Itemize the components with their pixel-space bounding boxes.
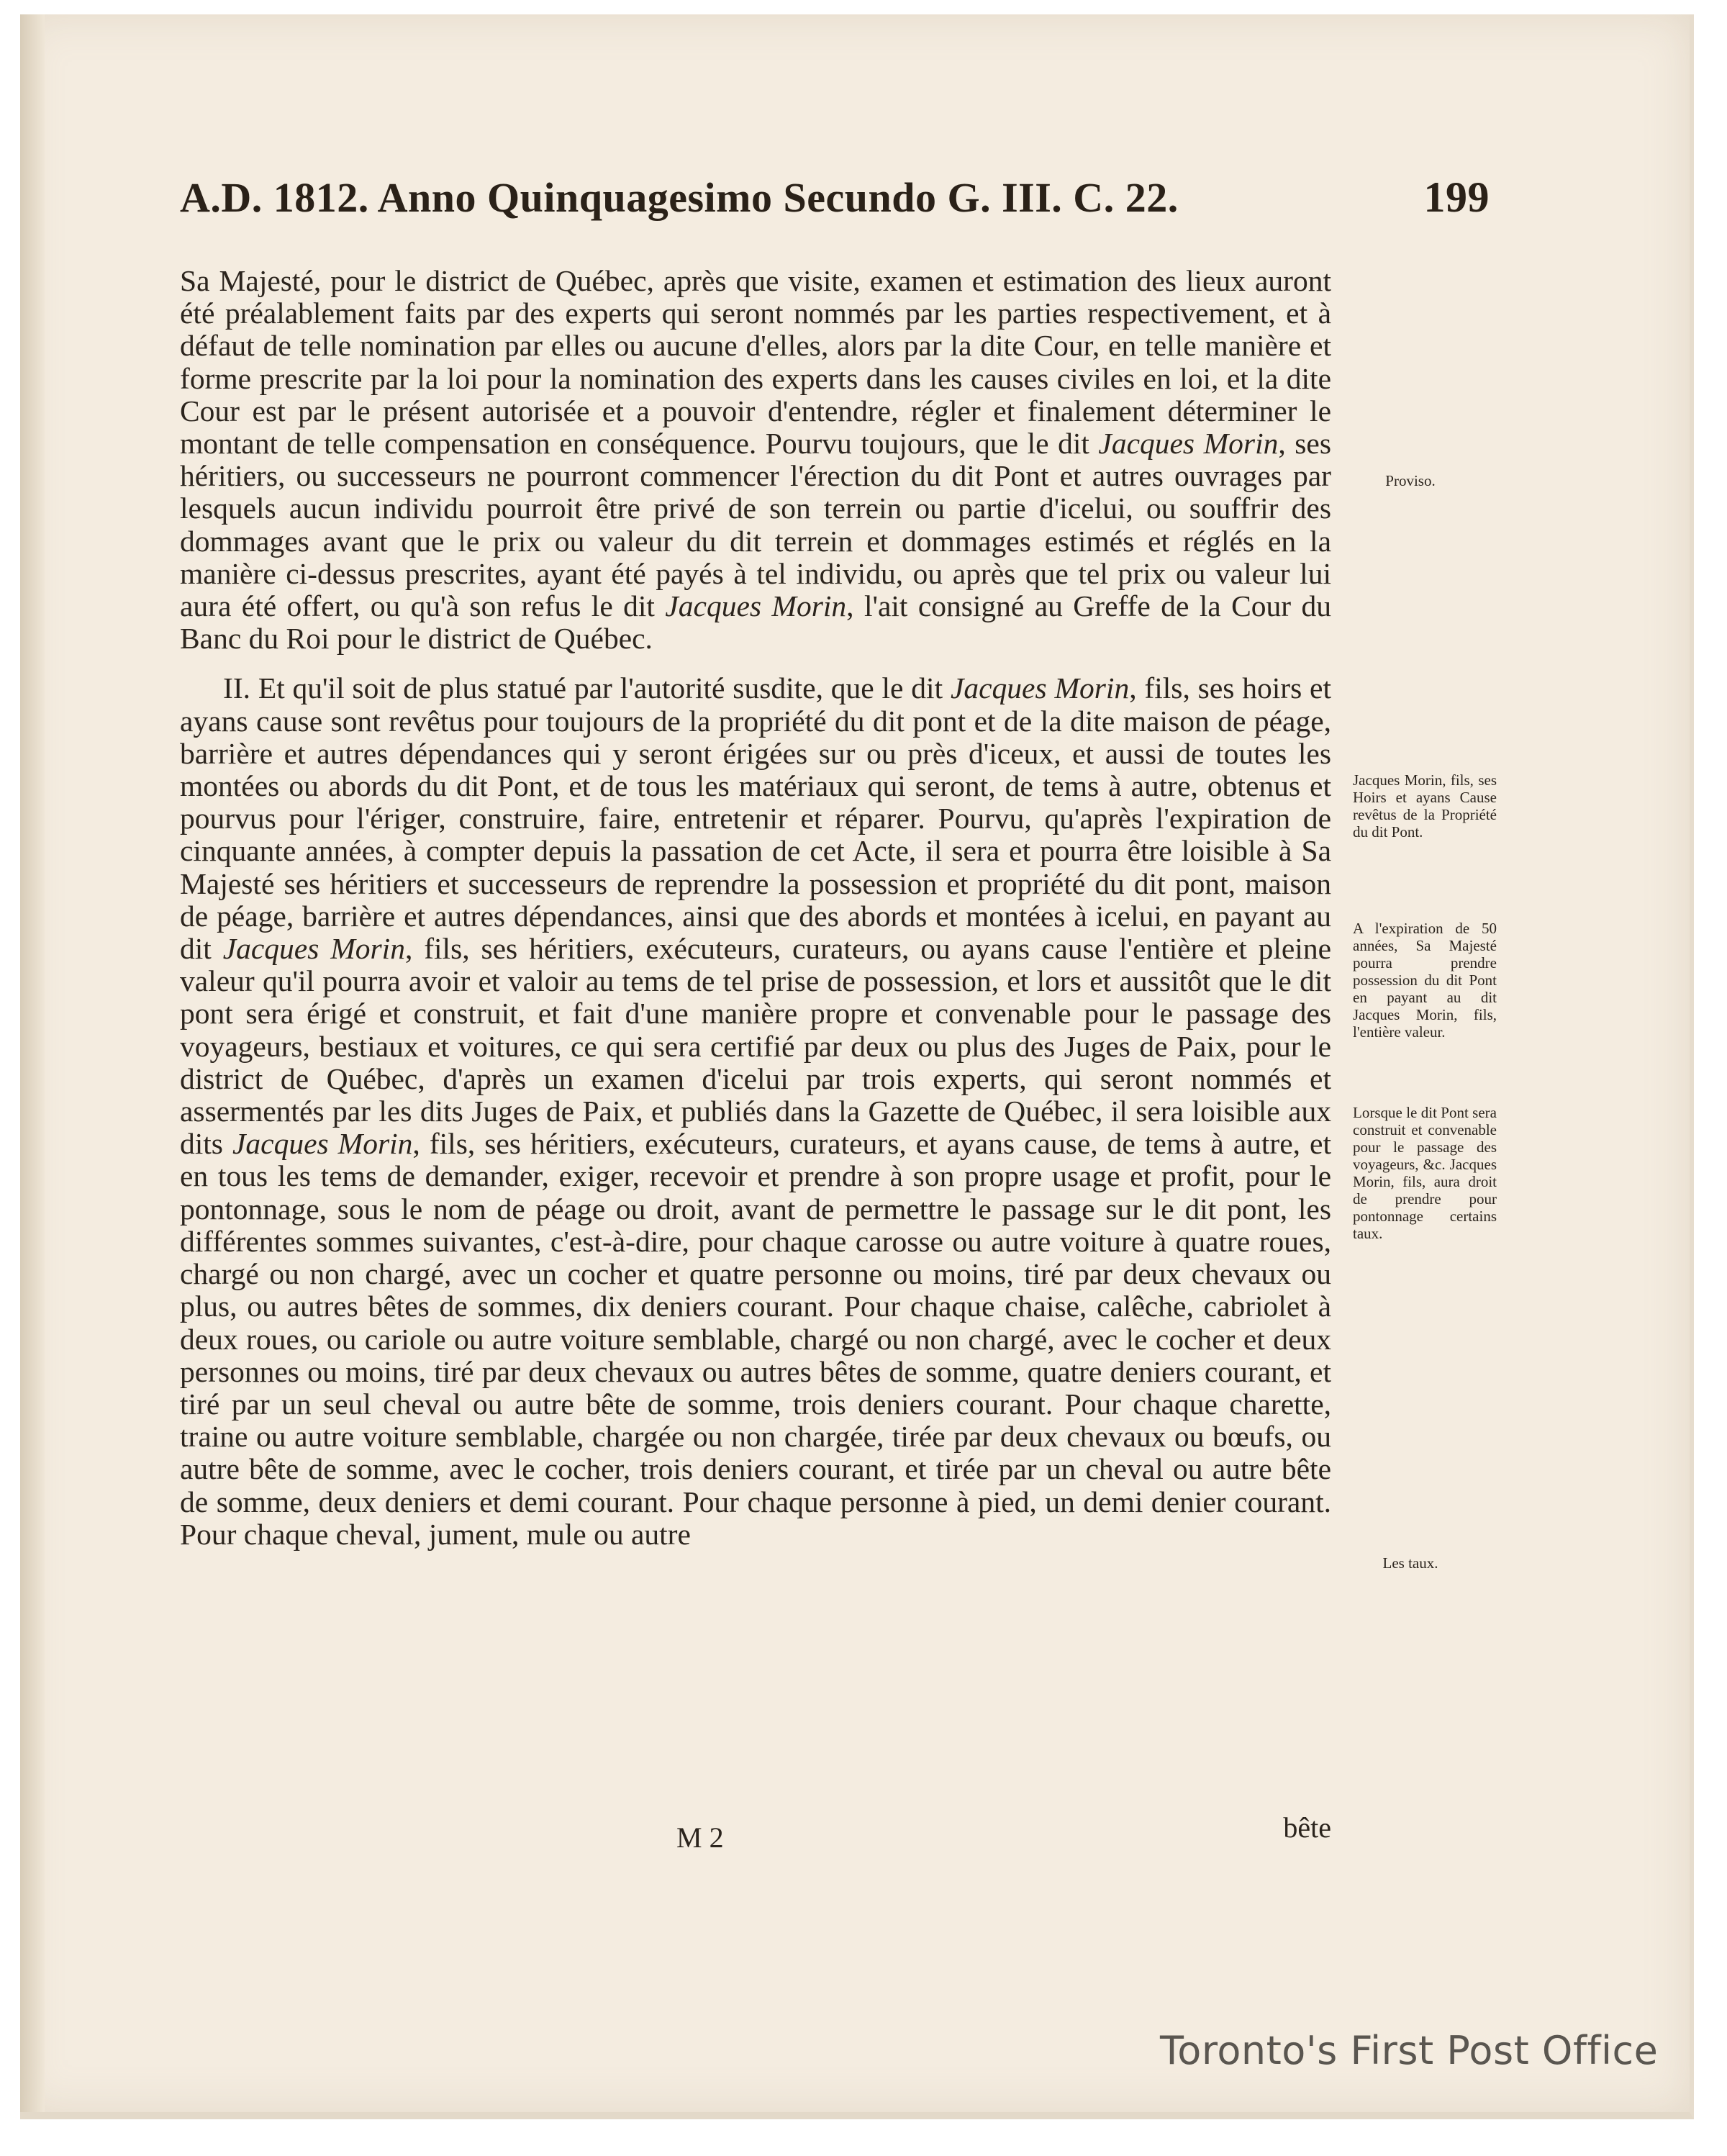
italic-name: Jacques Morin bbox=[232, 1127, 413, 1161]
italic-name: Jacques Morin bbox=[665, 589, 847, 623]
page-spine-shadow bbox=[20, 14, 45, 2112]
paragraph-2-section-ii bbox=[180, 672, 1331, 1550]
text-run: , fils, ses héritiers, exécuteurs, curateurs, ou ayans cause l'entière et pleine valeur qu'il pourra avoir et valoir au tems de tel prise de possession, et lors et aussitôt que le dit pont sera érigé et construit, et fait d'une manière propre et convenable pour le passage des voyageurs, bestiaux et voitures, ce qui sera certifié par deux ou plus des Juges de Paix, pour le district de Québec, d'après un examen d'icelui par trois experts, qui seront nommés et assermentés par les dits Juges de Paix, et publiés dans la Gazette de Québec, il sera loisible aux dits bbox=[180, 932, 1331, 1161]
margin-note-morin-property: Jacques Morin, fils, ses Hoirs et ayans Cause revêtus de la Propriété du dit Pont. bbox=[1353, 771, 1497, 841]
page-number: 199 bbox=[1423, 173, 1490, 221]
italic-name: Jacques Morin bbox=[950, 671, 1130, 705]
text-run: , l'ait consigné au Greffe de la Cour du Banc du Roi pour le district de Québec. bbox=[180, 589, 1331, 656]
text-run: , ses héritiers, ou successeurs ne pourront commencer l'érection du dit Pont et autres ouvrages par lesquels aucun individu pourroit être privé de son terrein ou partie d'icelui, ou souffrir des dommages avant que le prix ou valeur du dit terrein et dommages estimés et réglés en la manière ci-dessus prescrites, ayant été payés à tel individu, ou après que tel prix ou valeur lui aura été offert, ou qu'à son refus le dit bbox=[180, 427, 1331, 623]
running-title: A.D. 1812. Anno Quinquagesimo Secundo G. III. C. 22. bbox=[180, 174, 1179, 221]
text-run: , fils, ses héritiers, exécuteurs, curateurs, et ayans cause, de tems à autre, et en tous les tems de demander, exiger, recevoir et prendre à son propre usage et profit, pour le pontonnage, sous le nom de péage ou droit, avant de permettre le passage sur le dit pont, les différentes sommes suivantes, c'est-à-dire, pour chaque carosse ou autre voiture à quatre roues, chargé ou non chargé, avec un cocher et quatre personne ou moins, tiré par deux chevaux ou plus, ou autres bêtes de sommes, dix deniers courant. Pour chaque chaise, calêche, cabriolet à deux roues, ou cariole ou autre voiture semblable, chargé ou non chargé, avec le cocher et deux personnes ou moins, tiré par deux chevaux ou autres bêtes de somme, quatre deniers courant, et tiré par un seul cheval ou autre bête de somme, trois deniers courant. Pour chaque charette, traine ou autre voiture semblable, chargée ou non chargée, tirée par deux chevaux ou bœufs, ou autre bête de somme, avec le cocher, trois deniers courant, et tirée par un cheval ou autre bête de somme, deux deniers et demi courant. Pour chaque personne à pied, un demi denier courant. Pour chaque cheval, jument, mule ou autre bbox=[180, 1127, 1331, 1551]
watermark-text: Toronto's First Post Office bbox=[1160, 2028, 1659, 2073]
margin-note-proviso: Proviso. bbox=[1385, 472, 1436, 489]
catchword: bête bbox=[1283, 1811, 1331, 1844]
italic-name: Jacques Morin bbox=[222, 932, 405, 966]
margin-note-expiration: A l'expiration de 50 années, Sa Majesté pourra prendre possession du dit Pont en payant au dit Jacques Morin, fils, l'entière valeur. bbox=[1353, 920, 1497, 1041]
text-run: II. Et qu'il soit de plus statué par l'autorité susdite, que le dit bbox=[223, 671, 951, 705]
margin-note-tolls-right: Lorsque le dit Pont sera construit et convenable pour le passage des voyageurs, &c. Jacques Morin, fils, aura droit de prendre pour pontonnage certains taux. bbox=[1353, 1104, 1497, 1242]
statute-text bbox=[180, 265, 1331, 1551]
text-run: , fils, ses hoirs et ayans cause sont revêtus pour toujours de la propriété du dit pont et de la dite maison de péage, barrière et autres dépendances qui y seront érigées sur ou près d'iceux, et aussi de toutes les montées ou abords du dit Pont, et de tous les matériaux qui seront, de tems à autre, obtenus et pourvus pour l'ériger, construire, faire, entretenir et réparer. Pourvu, qu'après l'expiration de cinquante années, à compter depuis la passation de cet Acte, il sera et pourra être loisible à Sa Majesté ses héritiers et successeurs de reprendre la possession et propriété du dit pont, maison de péage, barrière et autres dépendances, ainsi que des abords et montées à icelui, en payant au dit bbox=[180, 671, 1332, 966]
paragraph-1 bbox=[180, 265, 1331, 655]
running-header bbox=[180, 173, 1490, 222]
text-run: Sa Majesté, pour le district de Québec, après que visite, examen et estimation des lieux auront été préalablement faits par des experts qui seront nommés par les parties respectivement, et à défaut de telle nomination par elles ou aucune d'elles, alors par la dite Cour, en telle manière et forme prescrite par la loi pour la nomination des experts dans les causes civiles en loi, et la dite Cour est par le présent autorisée et a pouvoir d'entendre, régler et finalement déterminer le montant de telle compensation en conséquence. Pourvu toujours, que le dit bbox=[180, 264, 1331, 461]
margin-note-rates: Les taux. bbox=[1382, 1554, 1438, 1572]
italic-name: Jacques Morin bbox=[1098, 427, 1279, 461]
signature-mark: M 2 bbox=[676, 1821, 724, 1854]
